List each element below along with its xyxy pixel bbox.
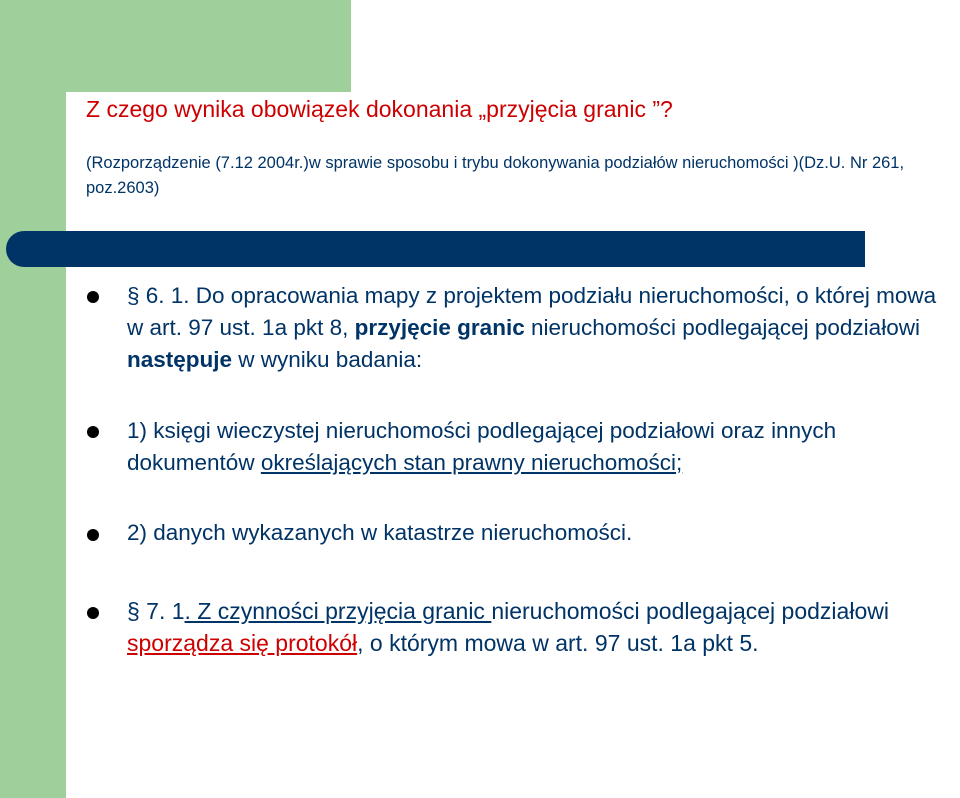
p3-text-a: 2) danych wykazanych w katastrze nieruchomości. <box>127 520 633 545</box>
p1-text-c: nieruchomości podlegającej podziałowi <box>524 315 920 340</box>
bullet-item-paragraph-7 <box>127 595 960 659</box>
p1-text-e: w wyniku badania: <box>232 347 423 372</box>
bullet-icon <box>87 426 99 438</box>
p4-text-c: nieruchomości podlegającej podziałowi <box>491 598 889 624</box>
bullet-item-paragraph-6 <box>127 280 957 376</box>
bullet-icon <box>87 529 99 541</box>
p4-underlined-text: . Z czynności przyjęcia granic <box>184 598 492 624</box>
bullet-item-kataster <box>127 517 957 549</box>
p1-bold-nastepuje: następuje <box>127 347 233 372</box>
bullet-item-ksiegi <box>127 415 957 479</box>
p1-bold-przyjecie-granic: przyjęcie granic <box>354 315 525 340</box>
p1-text-a: § 6. 1. Do opracowania mapy z projektem podziału nieruchomości, o której mowa w art. 97 ust. 1a pkt 8, <box>127 283 937 340</box>
p2-underlined-text: określających stan prawny nieruchomości; <box>260 450 683 475</box>
bullet-icon <box>87 291 99 303</box>
slide-subtitle: (Rozporządzenie (7.12 2004r.)w sprawie sposobu i trybu dokonywania podziałów nieruchomości )(Dz.U. Nr 261, poz.2603) <box>86 154 905 197</box>
bullet-icon <box>87 607 99 619</box>
p2-text-a: 1) księgi wieczystej nieruchomości podlegającej podziałowi oraz innych dokumentów <box>127 418 837 475</box>
p4-text-e: , o którym mowa w art. 97 ust. 1a pkt 5. <box>357 630 759 656</box>
slide-title: Z czego wynika obowiązek dokonania „przyjęcia granic ”? <box>86 96 673 122</box>
p4-red-underlined-protokol: sporządza się protokół <box>127 630 358 656</box>
p4-text-a: § 7. 1 <box>127 598 185 624</box>
